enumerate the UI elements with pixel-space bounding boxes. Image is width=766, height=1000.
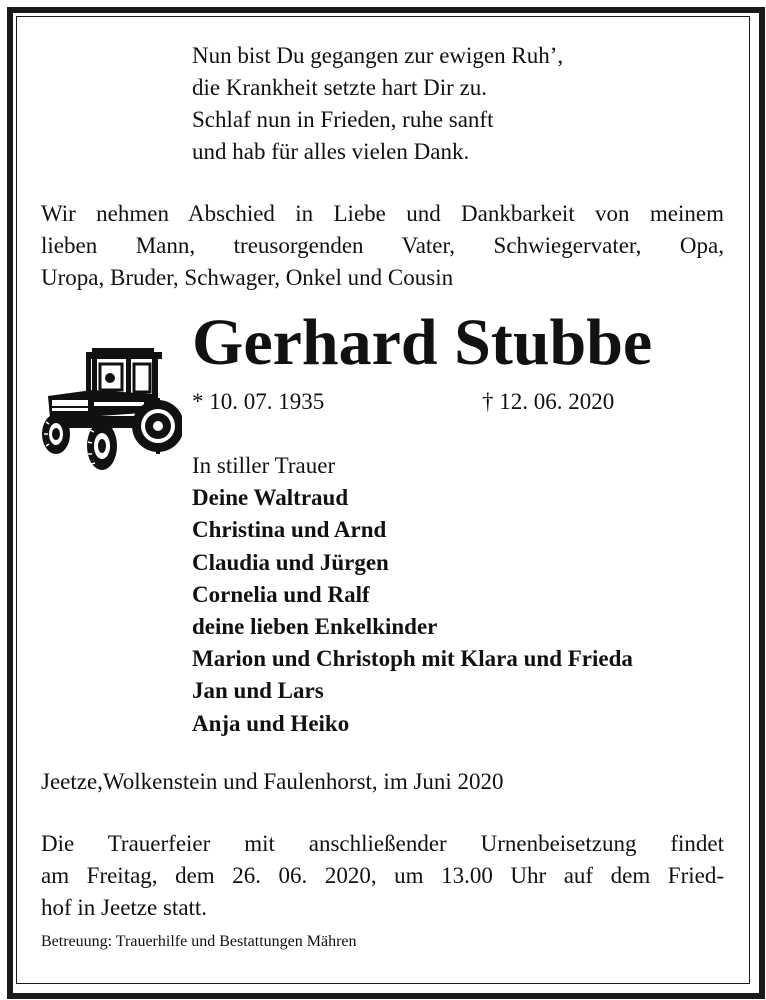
mourners-list (192, 450, 633, 740)
mourner: Anja und Heiko (192, 710, 350, 736)
mourner: Cornelia und Ralf (192, 581, 370, 607)
mourner: Marion und Christoph mit Klara und Frieda (192, 646, 633, 672)
mourner: Jan und Lars (192, 678, 324, 704)
intro-line: Uropa, Bruder, Schwager, Onkel und Cousin (41, 265, 454, 290)
funeral-home-credit: Betreuung: Trauerhilfe und Bestattungen Mähren (41, 933, 357, 950)
poem-line: die Krankheit setzte hart Dir zu. (192, 75, 488, 100)
poem-line: Schlaf nun in Frieden, ruhe sanft (192, 107, 494, 132)
birth-date: * 10. 07. 1935 (192, 389, 325, 414)
deceased-name: Gerhard Stubbe (192, 306, 653, 379)
mourners-intro: In stiller Trauer (192, 453, 336, 478)
funeral-line: hof in Jeetze statt. (41, 895, 208, 920)
mourner: Claudia und Jürgen (192, 549, 389, 575)
funeral-line: am Freitag, dem 26. 06. 2020, um 13.00 Uhr auf dem Fried- (41, 863, 724, 888)
intro-paragraph (41, 198, 724, 294)
intro-line: Wir nehmen Abschied in Liebe und Dankbarkeit von meinem (41, 201, 724, 226)
poem-line: und hab für alles vielen Dank. (192, 139, 470, 164)
poem-line: Nun bist Du gegangen zur ewigen Ruh’, (192, 43, 564, 68)
death-date: † 12. 06. 2020 (482, 389, 615, 414)
mourner: Christina und Arnd (192, 517, 387, 543)
funeral-line: Die Trauerfeier mit anschließender Urnenbeisetzung findet (41, 831, 724, 856)
poem (192, 40, 563, 168)
funeral-notice (41, 828, 724, 924)
place-date: Jeetze,Wolkenstein und Faulenhorst, im Juni 2020 (41, 769, 504, 794)
mourner: deine lieben Enkelkinder (192, 614, 438, 640)
tractor-icon (40, 346, 182, 474)
mourner: Deine Waltraud (192, 485, 349, 511)
intro-line: lieben Mann, treusorgenden Vater, Schwiegervater, Opa, (41, 233, 724, 258)
